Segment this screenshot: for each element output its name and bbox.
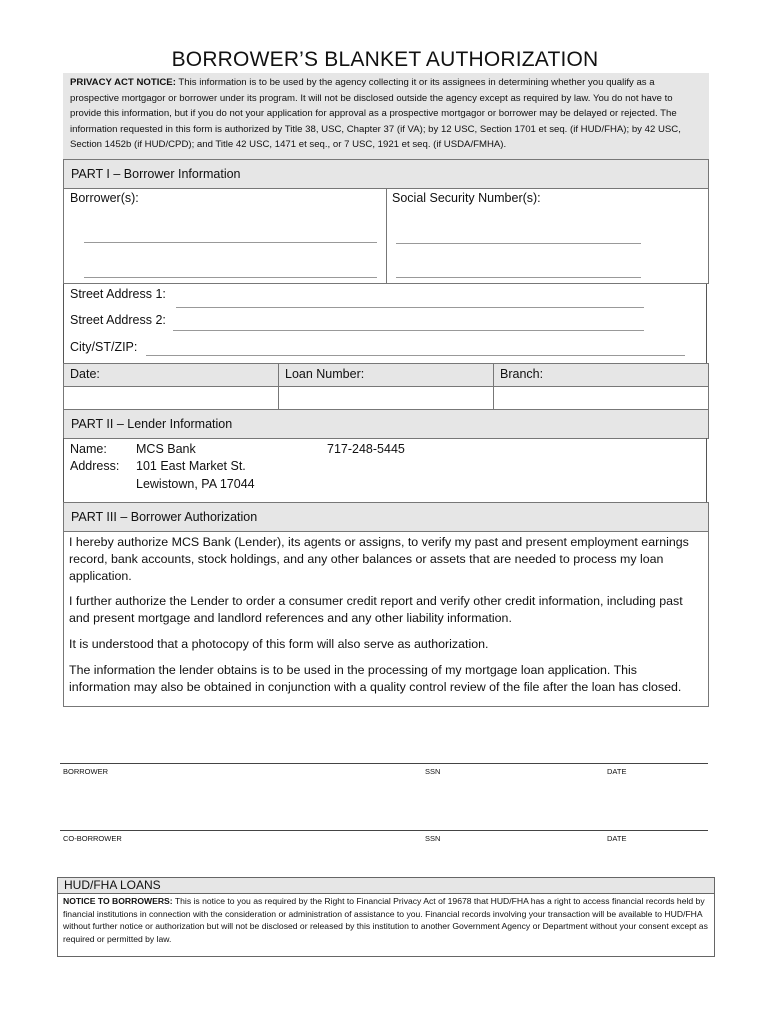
- privacy-notice-text: This information is to be used by the agency collecting it or its assignees in determining whether you qualify as a prospective mortgagor or borrower under its program. It will not be disclosed outside the agency except as required by law. You do not have to provide this information, but if you do not your application for approval as a prospective mortgagor or borrower may be delayed or rejected. The information requested in this form is authorized by Title 38, USC, Chapter 37 (if VA); by 12 USC, Section 1701 et seq. (if HUD/FHA); by 42 USC, Section 1452b (if HUD/CPD); and Title 42 USC, 1471 et seq., or 7 USC, 1921 et seq. (if USDA/FMHA).: [70, 77, 681, 151]
- street1-label: Street Address 1:: [70, 287, 166, 301]
- street1-field[interactable]: [176, 307, 644, 308]
- hud-fha-title: HUD/FHA LOANS: [57, 877, 715, 894]
- loan-number-field[interactable]: [279, 387, 492, 409]
- borrower-signature-label: BORROWER: [63, 767, 108, 776]
- lender-name: MCS Bank: [136, 442, 196, 456]
- coborrower-ssn-label: SSN: [425, 834, 441, 843]
- coborrower-signature-label: CO-BORROWER: [63, 834, 122, 843]
- branch-field[interactable]: [494, 387, 708, 409]
- city-label: City/ST/ZIP:: [70, 340, 138, 354]
- borrower-signature-line[interactable]: [60, 763, 708, 764]
- hud-fha-notice: [63, 895, 711, 945]
- borrower-date-label: DATE: [607, 767, 627, 776]
- part1-heading: [63, 159, 709, 189]
- authorization-paragraph-1: I hereby authorize MCS Bank (Lender), its agents or assigns, to verify my past and present employment earnings record, bank accounts, stock holdings, and any other balances or assets that are needed to process my loan application.: [69, 535, 689, 583]
- lender-address-line1: 101 East Market St.: [136, 459, 246, 473]
- part2-heading: [63, 409, 709, 439]
- part3-heading: [63, 502, 709, 532]
- hud-notice-label: NOTICE TO BORROWERS:: [63, 896, 173, 906]
- borrower-ssn-divider: [386, 188, 387, 284]
- hud-notice-text: This is notice to you as required by the Right to Financial Privacy Act of 19678 that HUD/FHA has a right to access financial records held by financial institutions in connection with the consideration or administration of assistance to you. Financial records involving your transaction will be available to HUD/FHA without further notice or authorization but will not be disclosed or released by this institution to another Government Agency or Department without your consent except as required or permitted by law.: [63, 896, 708, 944]
- lender-address-line2: Lewistown, PA 17044: [136, 477, 255, 491]
- authorization-paragraph-4: The information the lender obtains is to be used in the processing of my mortgage loan application. This information may also be obtained in conjunction with a quality control review of the file after the loan has closed.: [69, 663, 682, 694]
- date-loan-branch-header: [63, 363, 709, 387]
- branch-label: Branch:: [500, 367, 544, 381]
- page-title: BORROWER’S BLANKET AUTHORIZATION: [171, 48, 599, 71]
- borrower-field-1[interactable]: [84, 242, 377, 243]
- privacy-notice: [63, 73, 709, 159]
- date-label: Date:: [70, 367, 100, 381]
- loan-number-label: Loan Number:: [285, 367, 365, 381]
- street2-label: Street Address 2:: [70, 313, 166, 327]
- coborrower-signature-line[interactable]: [60, 830, 708, 831]
- city-field[interactable]: [146, 355, 685, 356]
- street2-field[interactable]: [173, 330, 644, 331]
- coborrower-date-label: DATE: [607, 834, 627, 843]
- date-field[interactable]: [64, 387, 277, 409]
- part1-heading-label: PART I – Borrower Information: [71, 167, 241, 181]
- lender-name-label: Name:: [70, 442, 107, 456]
- borrower-field-2[interactable]: [84, 277, 377, 278]
- privacy-notice-label: PRIVACY ACT NOTICE:: [70, 77, 176, 88]
- part2-heading-label: PART II – Lender Information: [71, 417, 233, 431]
- part3-heading-label: PART III – Borrower Authorization: [71, 510, 258, 524]
- ssn-field-2[interactable]: [396, 277, 641, 278]
- borrower-ssn-label: SSN: [425, 767, 441, 776]
- lender-address-label: Address:: [70, 459, 120, 473]
- authorization-paragraph-3: It is understood that a photocopy of this form will also serve as authorization.: [69, 637, 489, 651]
- lender-phone: 717-248-5445: [327, 442, 405, 456]
- ssn-label: Social Security Number(s):: [392, 191, 541, 205]
- authorization-paragraph-2: I further authorize the Lender to order a consumer credit report and verify other credit information, including past and present mortgage and landlord references and any other liability information.: [69, 594, 683, 625]
- ssn-field-1[interactable]: [396, 243, 641, 244]
- borrowers-label: Borrower(s):: [70, 191, 139, 205]
